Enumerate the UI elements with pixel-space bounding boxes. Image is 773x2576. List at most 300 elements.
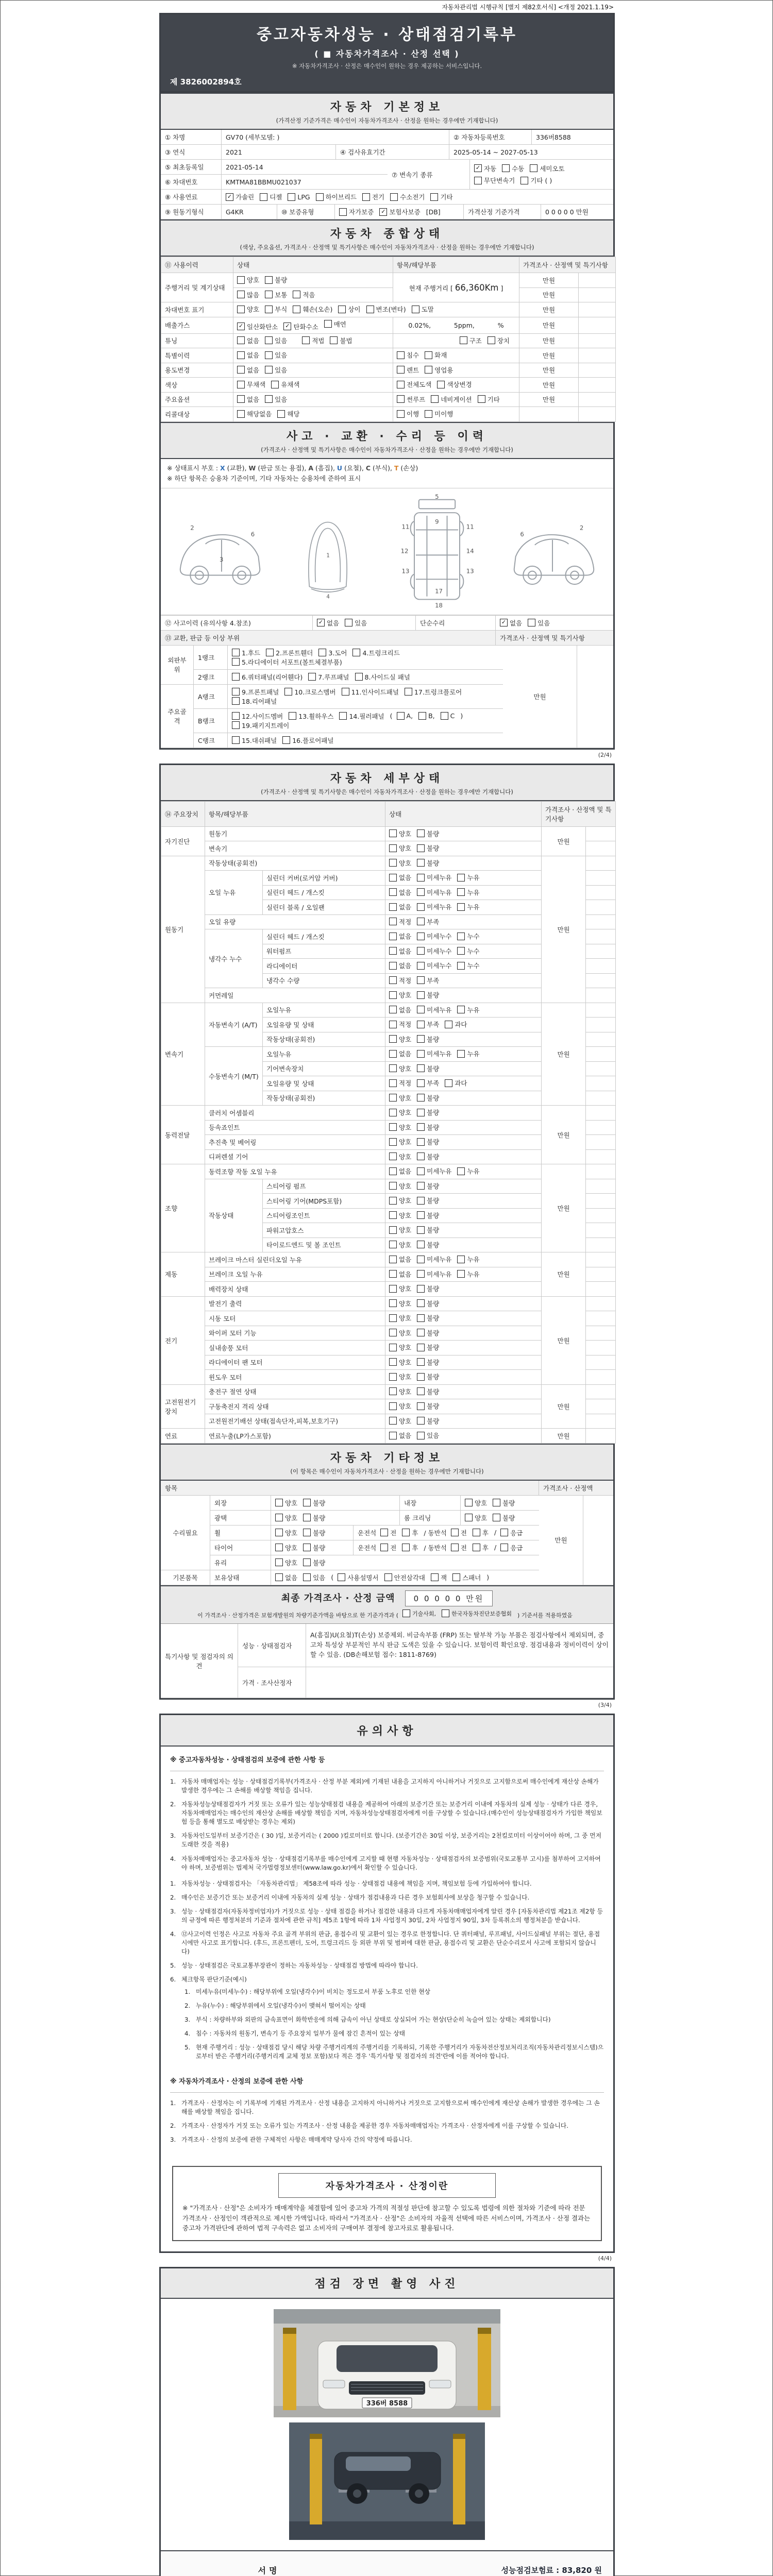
checkbox[interactable] <box>237 366 245 374</box>
checkbox[interactable] <box>493 1499 500 1506</box>
checkbox[interactable] <box>457 874 465 882</box>
checkbox[interactable] <box>265 306 273 313</box>
checkbox[interactable] <box>232 658 240 666</box>
checkbox-option[interactable] <box>355 672 410 682</box>
checkbox[interactable] <box>275 1529 283 1536</box>
checkbox[interactable]: ✓ <box>226 193 233 201</box>
checkbox[interactable] <box>460 336 467 344</box>
checkbox[interactable] <box>232 721 240 729</box>
checkbox[interactable] <box>271 381 279 388</box>
checkbox-option[interactable] <box>457 1255 479 1264</box>
checkbox-option[interactable] <box>303 1573 325 1582</box>
checkbox-option[interactable] <box>500 618 522 628</box>
checkbox[interactable] <box>389 1432 397 1439</box>
checkbox[interactable] <box>425 351 432 359</box>
checkbox[interactable] <box>431 1573 439 1581</box>
checkbox-option[interactable] <box>417 1108 439 1117</box>
checkbox[interactable] <box>308 673 316 681</box>
checkbox-option[interactable] <box>493 1498 515 1507</box>
checkbox[interactable] <box>417 1094 425 1101</box>
checkbox-option[interactable] <box>284 687 335 697</box>
checkbox[interactable] <box>405 688 412 696</box>
checkbox[interactable] <box>389 1226 397 1234</box>
checkbox-option[interactable] <box>417 843 439 853</box>
checkbox-option[interactable] <box>417 1152 439 1161</box>
checkbox[interactable] <box>417 1123 425 1131</box>
checkbox[interactable] <box>417 1021 425 1028</box>
checkbox-option[interactable] <box>389 1255 411 1264</box>
checkbox[interactable] <box>437 381 445 388</box>
checkbox-option[interactable] <box>389 976 411 985</box>
checkbox[interactable] <box>303 1529 311 1536</box>
checkbox-option[interactable] <box>275 1513 297 1522</box>
checkbox-option[interactable] <box>402 1528 418 1537</box>
checkbox[interactable]: ✓ <box>317 619 325 626</box>
checkbox-option[interactable] <box>275 1573 297 1582</box>
checkbox[interactable] <box>417 1211 425 1219</box>
checkbox[interactable] <box>451 1544 459 1551</box>
checkbox[interactable] <box>412 306 419 313</box>
checkbox[interactable] <box>417 1138 425 1146</box>
checkbox-option[interactable] <box>389 1284 411 1293</box>
checkbox[interactable] <box>457 888 465 896</box>
checkbox-option[interactable] <box>417 1005 451 1014</box>
checkbox-option[interactable] <box>417 1211 439 1220</box>
checkbox[interactable]: ✓ <box>500 619 508 626</box>
checkbox-option[interactable] <box>417 1078 439 1088</box>
checkbox[interactable] <box>265 351 273 359</box>
checkbox-option[interactable] <box>441 712 455 720</box>
checkbox-option[interactable] <box>502 164 524 173</box>
checkbox[interactable] <box>266 649 274 656</box>
checkbox[interactable] <box>457 947 465 955</box>
checkbox-option[interactable] <box>389 873 411 882</box>
checkbox[interactable] <box>390 193 398 201</box>
checkbox[interactable] <box>417 1256 425 1263</box>
checkbox[interactable] <box>316 193 324 201</box>
checkbox-option[interactable] <box>389 1049 411 1058</box>
checkbox[interactable] <box>282 736 290 744</box>
checkbox-option[interactable] <box>237 380 265 389</box>
checkbox-option[interactable] <box>457 1166 479 1176</box>
checkbox-option[interactable] <box>324 319 346 329</box>
checkbox[interactable] <box>275 1499 283 1506</box>
checkbox[interactable] <box>417 1285 425 1293</box>
checkbox[interactable] <box>530 164 537 172</box>
checkbox[interactable] <box>500 1544 508 1551</box>
checkbox[interactable] <box>397 410 405 418</box>
checkbox[interactable] <box>457 933 465 940</box>
checkbox-option[interactable] <box>389 1299 411 1308</box>
checkbox-option[interactable] <box>389 1020 411 1029</box>
signature-label[interactable]: 서명 <box>258 2565 280 2575</box>
checkbox[interactable] <box>339 712 347 720</box>
checkbox[interactable] <box>417 1079 425 1087</box>
checkbox[interactable] <box>417 962 425 970</box>
checkbox-option[interactable] <box>473 1528 489 1537</box>
checkbox-option[interactable] <box>339 207 374 216</box>
checkbox[interactable] <box>417 1167 425 1175</box>
checkbox-option[interactable] <box>417 1137 439 1146</box>
checkbox-option[interactable] <box>417 976 439 985</box>
checkbox-option[interactable] <box>303 1543 325 1552</box>
checkbox-option[interactable] <box>308 672 349 682</box>
checkbox-option[interactable] <box>275 1528 297 1537</box>
checkbox[interactable] <box>389 1109 397 1116</box>
checkbox[interactable] <box>417 1197 425 1205</box>
checkbox[interactable] <box>324 320 332 328</box>
checkbox-option[interactable] <box>266 648 313 657</box>
checkbox[interactable] <box>389 918 397 925</box>
checkbox-option[interactable] <box>389 1416 411 1426</box>
checkbox[interactable] <box>417 859 425 867</box>
checkbox-option[interactable] <box>389 1225 411 1234</box>
checkbox-option[interactable] <box>445 1078 467 1088</box>
checkbox-option[interactable] <box>431 1573 447 1582</box>
checkbox-option[interactable] <box>417 1049 451 1058</box>
checkbox[interactable] <box>417 1241 425 1248</box>
checkbox[interactable] <box>402 1609 410 1617</box>
checkbox-option[interactable] <box>417 917 439 926</box>
checkbox[interactable] <box>389 1079 397 1087</box>
checkbox[interactable] <box>397 381 405 388</box>
checkbox-option[interactable] <box>457 946 479 956</box>
checkbox[interactable] <box>389 1050 397 1058</box>
checkbox[interactable] <box>389 1373 397 1381</box>
checkbox-option[interactable] <box>318 648 347 657</box>
checkbox-option[interactable] <box>389 1152 411 1161</box>
checkbox[interactable] <box>389 874 397 882</box>
checkbox[interactable] <box>445 1021 452 1028</box>
checkbox-option[interactable] <box>275 1558 297 1567</box>
checkbox-option[interactable] <box>474 164 496 173</box>
checkbox-option[interactable] <box>457 873 479 882</box>
checkbox[interactable] <box>355 673 363 681</box>
checkbox[interactable] <box>289 712 296 720</box>
checkbox[interactable] <box>397 712 405 720</box>
checkbox[interactable] <box>275 1514 283 1521</box>
checkbox[interactable] <box>366 306 374 313</box>
checkbox[interactable] <box>237 306 245 313</box>
checkbox-option[interactable] <box>226 192 254 201</box>
checkbox-option[interactable] <box>303 1528 325 1537</box>
checkbox-option[interactable] <box>389 1431 411 1440</box>
checkbox[interactable] <box>384 1573 392 1581</box>
checkbox-option[interactable] <box>417 1269 451 1279</box>
checkbox[interactable] <box>417 1035 425 1043</box>
checkbox[interactable] <box>389 1138 397 1146</box>
checkbox[interactable] <box>318 649 326 656</box>
checkbox[interactable] <box>389 888 397 896</box>
checkbox-option[interactable] <box>339 711 384 721</box>
checkbox-option[interactable] <box>275 1543 297 1552</box>
checkbox[interactable] <box>389 1064 397 1072</box>
checkbox-option[interactable] <box>389 858 411 868</box>
checkbox[interactable] <box>417 1006 425 1013</box>
checkbox[interactable] <box>342 688 349 696</box>
checkbox-option[interactable] <box>389 990 411 999</box>
checkbox[interactable] <box>397 351 405 359</box>
checkbox[interactable] <box>417 1109 425 1116</box>
checkbox-option[interactable] <box>430 192 452 201</box>
checkbox-option[interactable] <box>417 829 439 838</box>
checkbox-option[interactable] <box>417 858 439 868</box>
checkbox[interactable] <box>389 1270 397 1278</box>
checkbox[interactable] <box>288 193 295 201</box>
checkbox-option[interactable] <box>232 721 289 730</box>
checkbox[interactable]: ✓ <box>474 164 482 172</box>
checkbox-option[interactable] <box>293 304 332 314</box>
checkbox[interactable] <box>265 395 273 403</box>
checkbox-option[interactable] <box>418 712 435 720</box>
checkbox-option[interactable] <box>451 1543 467 1552</box>
checkbox[interactable] <box>380 1529 388 1536</box>
checkbox[interactable] <box>457 1256 465 1263</box>
checkbox-option[interactable] <box>303 1558 325 1567</box>
checkbox[interactable] <box>389 1402 397 1410</box>
checkbox[interactable] <box>237 381 245 388</box>
checkbox[interactable] <box>303 1558 311 1566</box>
checkbox[interactable] <box>528 619 535 626</box>
checkbox-option[interactable] <box>452 1573 481 1582</box>
checkbox[interactable] <box>478 395 485 403</box>
checkbox[interactable] <box>417 933 425 940</box>
checkbox[interactable] <box>402 1529 410 1536</box>
checkbox[interactable] <box>493 1514 500 1521</box>
checkbox[interactable] <box>417 888 425 896</box>
checkbox-option[interactable] <box>288 193 310 201</box>
checkbox[interactable] <box>441 712 448 720</box>
checkbox-option[interactable] <box>530 164 564 173</box>
checkbox[interactable] <box>338 1573 345 1581</box>
checkbox-option[interactable] <box>460 336 482 345</box>
checkbox[interactable] <box>417 976 425 984</box>
checkbox[interactable] <box>417 1314 425 1322</box>
checkbox[interactable] <box>451 1529 459 1536</box>
checkbox-option[interactable] <box>389 1313 411 1323</box>
checkbox[interactable] <box>431 395 439 403</box>
checkbox-option[interactable] <box>445 1020 467 1029</box>
checkbox-option[interactable] <box>389 1166 411 1176</box>
checkbox[interactable] <box>417 1270 425 1278</box>
checkbox-option[interactable] <box>265 336 287 345</box>
checkbox-option[interactable] <box>389 1387 411 1396</box>
checkbox-option[interactable] <box>232 657 342 667</box>
checkbox[interactable] <box>417 1050 425 1058</box>
checkbox[interactable] <box>237 291 245 298</box>
checkbox[interactable] <box>417 903 425 911</box>
checkbox-option[interactable] <box>330 336 352 345</box>
checkbox-option[interactable] <box>493 1513 515 1522</box>
checkbox[interactable] <box>417 918 425 925</box>
checkbox-option[interactable] <box>232 697 277 706</box>
checkbox[interactable] <box>389 1417 397 1425</box>
checkbox[interactable] <box>417 829 425 837</box>
checkbox-option[interactable] <box>417 1284 439 1293</box>
checkbox[interactable] <box>389 962 397 970</box>
checkbox-option[interactable] <box>417 1401 439 1411</box>
checkbox[interactable] <box>389 859 397 867</box>
checkbox[interactable] <box>303 1544 311 1551</box>
checkbox-option[interactable] <box>389 1196 411 1205</box>
checkbox-option[interactable] <box>389 1211 411 1220</box>
checkbox[interactable] <box>417 1153 425 1160</box>
checkbox[interactable] <box>452 1573 460 1581</box>
checkbox[interactable]: ✓ <box>379 208 387 216</box>
checkbox-option[interactable] <box>289 711 333 721</box>
checkbox-option[interactable] <box>417 902 451 911</box>
checkbox[interactable] <box>293 306 300 313</box>
checkbox-option[interactable] <box>342 687 399 697</box>
checkbox[interactable] <box>417 874 425 882</box>
checkbox-option[interactable] <box>457 1049 479 1058</box>
checkbox-option[interactable] <box>431 395 472 404</box>
checkbox-option[interactable] <box>417 1299 439 1308</box>
checkbox[interactable] <box>303 1514 311 1521</box>
checkbox[interactable] <box>380 1544 388 1551</box>
checkbox-option[interactable] <box>417 1255 451 1264</box>
checkbox-option[interactable] <box>265 304 287 314</box>
checkbox-option[interactable] <box>417 1166 451 1176</box>
checkbox-option[interactable] <box>402 1543 418 1552</box>
checkbox-option[interactable] <box>389 1401 411 1411</box>
checkbox-option[interactable] <box>389 843 411 853</box>
checkbox[interactable] <box>330 336 338 344</box>
checkbox[interactable] <box>417 1329 425 1336</box>
checkbox-option[interactable] <box>389 1035 411 1044</box>
checkbox-option[interactable] <box>417 961 451 970</box>
checkbox-option[interactable] <box>380 1528 396 1537</box>
signature-space[interactable] <box>377 2551 501 2576</box>
checkbox-option[interactable] <box>457 902 479 911</box>
checkbox[interactable] <box>474 177 482 184</box>
checkbox-option[interactable] <box>457 931 479 941</box>
checkbox[interactable] <box>303 1499 311 1506</box>
checkbox-option[interactable] <box>389 1240 411 1249</box>
checkbox[interactable] <box>339 208 347 216</box>
checkbox-option[interactable] <box>417 1240 439 1249</box>
checkbox-option[interactable] <box>397 395 425 404</box>
checkbox-option[interactable] <box>389 1078 411 1088</box>
checkbox[interactable] <box>473 1544 480 1551</box>
checkbox[interactable] <box>417 1402 425 1410</box>
checkbox[interactable] <box>389 844 397 852</box>
checkbox[interactable] <box>232 697 240 705</box>
checkbox-option[interactable] <box>237 275 259 284</box>
checkbox-option[interactable] <box>265 275 287 284</box>
checkbox-option[interactable] <box>417 1343 439 1352</box>
checkbox-option[interactable] <box>232 687 279 697</box>
checkbox[interactable] <box>232 712 240 720</box>
checkbox-option[interactable] <box>397 380 431 389</box>
checkbox[interactable] <box>500 1529 508 1536</box>
checkbox-option[interactable] <box>362 192 384 201</box>
checkbox[interactable] <box>457 1006 465 1013</box>
checkbox-option[interactable] <box>417 1093 439 1103</box>
checkbox[interactable] <box>389 1344 397 1351</box>
checkbox[interactable] <box>237 276 245 284</box>
checkbox[interactable] <box>389 829 397 837</box>
checkbox[interactable] <box>389 1285 397 1293</box>
checkbox[interactable] <box>389 1021 397 1028</box>
checkbox-option[interactable] <box>389 888 411 897</box>
checkbox-option[interactable] <box>389 1372 411 1381</box>
checkbox-option[interactable] <box>260 192 282 201</box>
checkbox[interactable] <box>389 947 397 955</box>
checkbox[interactable] <box>389 933 397 940</box>
checkbox-option[interactable] <box>417 931 451 941</box>
checkbox[interactable] <box>389 991 397 999</box>
checkbox[interactable] <box>417 947 425 955</box>
checkbox-option[interactable] <box>389 1137 411 1146</box>
checkbox-option[interactable] <box>417 873 451 882</box>
checkbox-option[interactable] <box>417 1431 439 1440</box>
checkbox-option[interactable] <box>389 1064 411 1073</box>
checkbox[interactable] <box>402 1544 410 1551</box>
checkbox-option[interactable] <box>412 304 434 314</box>
checkbox-option[interactable] <box>417 1313 439 1323</box>
checkbox[interactable] <box>265 336 273 344</box>
checkbox-option[interactable] <box>528 618 550 628</box>
checkbox[interactable] <box>457 1050 465 1058</box>
checkbox-option[interactable] <box>237 350 259 360</box>
checkbox-option[interactable] <box>417 1181 439 1191</box>
checkbox-option[interactable] <box>232 736 277 745</box>
checkbox[interactable] <box>303 1573 311 1581</box>
checkbox-option[interactable] <box>271 380 299 389</box>
checkbox-option[interactable] <box>237 336 259 345</box>
checkbox[interactable] <box>417 1387 425 1395</box>
checkbox[interactable] <box>232 736 240 744</box>
checkbox-option[interactable] <box>465 1513 487 1522</box>
checkbox-option[interactable] <box>417 1358 439 1367</box>
checkbox-option[interactable] <box>417 1064 439 1073</box>
checkbox-option[interactable] <box>232 648 260 657</box>
checkbox-option[interactable] <box>389 1005 411 1014</box>
checkbox[interactable] <box>465 1499 473 1506</box>
checkbox-option[interactable] <box>437 380 472 389</box>
checkbox-option[interactable] <box>397 365 419 375</box>
checkbox[interactable] <box>425 410 432 418</box>
checkbox-option[interactable] <box>237 290 259 299</box>
checkbox-option[interactable] <box>237 365 259 375</box>
checkbox-option[interactable] <box>417 1416 439 1426</box>
checkbox-option[interactable] <box>417 1035 439 1044</box>
checkbox[interactable] <box>275 1573 283 1581</box>
checkbox-option[interactable] <box>380 1543 396 1552</box>
checkbox-option[interactable] <box>405 687 462 697</box>
checkbox-option[interactable] <box>317 618 339 628</box>
checkbox[interactable] <box>488 336 495 344</box>
checkbox[interactable] <box>389 1006 397 1013</box>
checkbox-option[interactable] <box>389 1358 411 1367</box>
checkbox-option[interactable] <box>457 1005 479 1014</box>
checkbox[interactable] <box>502 164 510 172</box>
checkbox-option[interactable] <box>316 192 357 201</box>
checkbox-option[interactable] <box>237 409 272 418</box>
checkbox[interactable] <box>397 366 405 374</box>
checkbox[interactable] <box>389 1035 397 1043</box>
checkbox-option[interactable] <box>520 176 552 185</box>
checkbox-option[interactable] <box>402 1609 436 1618</box>
checkbox[interactable] <box>417 1182 425 1190</box>
checkbox-option[interactable] <box>425 365 453 375</box>
checkbox[interactable] <box>389 976 397 984</box>
checkbox-option[interactable] <box>265 395 287 404</box>
checkbox-option[interactable] <box>478 395 500 404</box>
checkbox-option[interactable] <box>417 1387 439 1396</box>
checkbox-option[interactable] <box>283 322 318 331</box>
